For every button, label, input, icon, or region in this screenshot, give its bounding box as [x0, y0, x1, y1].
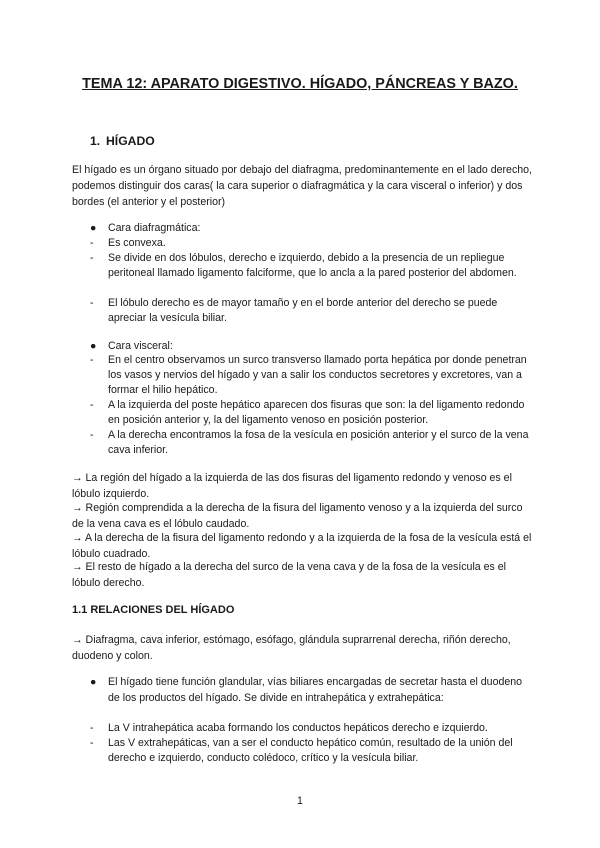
- list-item-text: Se divide en dos lóbulos, derecho e izquierdo, debido a la presencia de un repliegue peritoneal llamado ligamento falciforme, que lo ancla a la pared posterior del abdomen.: [108, 252, 517, 279]
- dash-icon: -: [90, 354, 94, 366]
- document-title: TEMA 12: APARATO DIGESTIVO. HÍGADO, PÁNCREAS Y BAZO.: [82, 76, 518, 92]
- section-number: 1.: [90, 134, 101, 148]
- list-item: [90, 721, 530, 736]
- lobulo-paragraph: → El resto de hígado a la derecha del surco de la vena cava y de la fosa de la vesícula es el lóbulo derecho.: [72, 561, 507, 589]
- list-item-text: A la derecha encontramos la fosa de la vesícula en posición anterior y el surco de la vena cava inferior.: [108, 429, 529, 456]
- subsection-heading-relaciones: 1.1 RELACIONES DEL HÍGADO: [72, 604, 235, 616]
- section-heading-higado: [90, 134, 155, 148]
- bullet-icon: ●: [90, 340, 97, 352]
- dash-icon: -: [90, 399, 94, 411]
- bullet-text: El hígado tiene función glandular, vías biliares encargadas de secretar hasta el duodeno de los productos del hígado. Se divide en intrahepática y extrahepática:: [108, 676, 523, 704]
- dash-icon: -: [90, 737, 94, 749]
- list-item-text: A la izquierda del poste hepático aparecen dos fisuras que son: la del ligamento redondo en posición anterior y, la del ligamento venoso en posición posterior.: [108, 399, 525, 426]
- list-item-text: La V intrahepática acaba formando los conductos hepáticos derecho e izquierdo.: [108, 722, 488, 734]
- dash-icon: -: [90, 237, 94, 249]
- bullet-icon: ●: [90, 676, 97, 688]
- bullet-cara-visceral: [90, 338, 530, 354]
- intro-paragraph: El hígado es un órgano situado por debajo del diafragma, predominantemente en el lado derecho, podemos distinguir dos caras( la cara superior o diafragmática y la cara visceral o inferior) y dos bordes (el anterior y el posterior): [72, 164, 532, 208]
- list-item-text: El lóbulo derecho es de mayor tamaño y en el borde anterior del derecho se puede apreciar la vesícula biliar.: [108, 297, 498, 324]
- bullet-icon: ●: [90, 222, 97, 234]
- list-item: [90, 428, 530, 458]
- bullet-cara-diafragmatica: [90, 220, 530, 236]
- list-item: [90, 296, 530, 326]
- dash-icon: -: [90, 429, 94, 441]
- list-item: [90, 251, 530, 281]
- bullet-funcion-glandular: [90, 674, 530, 706]
- relaciones-paragraph: → Diafragma, cava inferior, estómago, esófago, glándula suprarrenal derecha, riñón derecho, duodeno y colon.: [72, 634, 511, 662]
- bullet-label: Cara visceral:: [108, 340, 173, 352]
- list-item-text: En el centro observamos un surco transverso llamado porta hepática por donde penetran los vasos y nervios del hígado y van a salir los conductos secretores y excretores, van a formar el hilio hepático.: [108, 354, 527, 396]
- bullet-label: Cara diafragmática:: [108, 222, 201, 234]
- list-item: [90, 353, 530, 398]
- dash-icon: -: [90, 722, 94, 734]
- section-title: HÍGADO: [106, 134, 155, 148]
- list-item: [90, 236, 530, 251]
- list-item: [90, 736, 530, 766]
- dash-icon: -: [90, 252, 94, 264]
- list-item: [90, 398, 530, 428]
- list-item-text: Las V extrahepáticas, van a ser el conducto hepático común, resultado de la unión del derecho e izquierdo, conducto colédoco, crítico y la vesícula biliar.: [108, 737, 513, 764]
- lobulo-paragraph: → La región del hígado a la izquierda de las dos fisuras del ligamento redondo y venoso es el lóbulo izquierdo.: [72, 472, 512, 500]
- lobulo-paragraph: → A la derecha de la fisura del ligamento redondo y a la izquierda de la fosa de la vesícula está el lóbulo cuadrado.: [72, 532, 532, 560]
- dash-icon: -: [90, 297, 94, 309]
- lobulo-paragraph: → Región comprendida a la derecha de la fisura del ligamento venoso y a la izquierda del surco de la vena cava es el lóbulo caudado.: [72, 502, 523, 530]
- page-number: 1: [297, 795, 303, 807]
- list-item-text: Es convexa.: [108, 237, 166, 249]
